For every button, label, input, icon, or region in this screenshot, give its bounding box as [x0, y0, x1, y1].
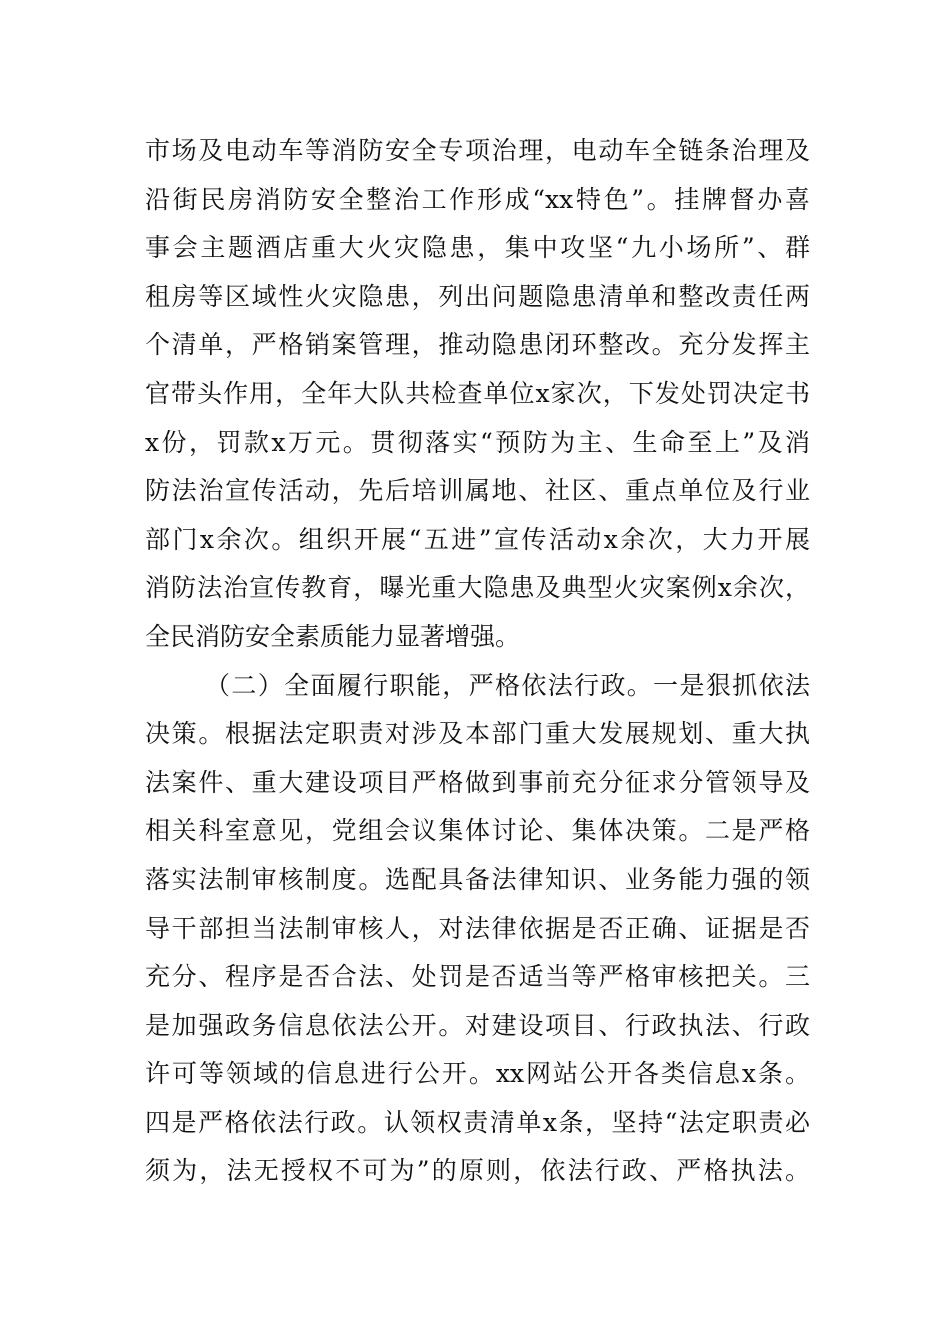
- text-line: 事会主题酒店重大火灾隐患，集中攻坚“九小场所”、群: [145, 233, 810, 263]
- text-line: 法案件、重大建设项目严格做到事前充分征求分管领导及: [145, 767, 810, 797]
- text-line: 租房等区域性火灾隐患，列出问题隐患清单和整改责任两: [145, 281, 810, 311]
- text-line: 决策。根据法定职责对涉及本部门重大发展规划、重大执: [145, 719, 810, 749]
- text-line: 须为，法无授权不可为”的原则，依法行政、严格执法。: [145, 1156, 810, 1186]
- text-line: 市场及电动车等消防安全专项治理，电动车全链条治理及: [145, 136, 810, 165]
- paragraph-end-line: 全民消防安全素质能力显著增强。: [145, 621, 521, 651]
- text-line: 四是严格依法行政。认领权责清单x条，坚持“法定职责必: [145, 1107, 810, 1137]
- text-line: 部门x余次。组织开展“五进”宣传活动x余次，大力开展: [145, 524, 810, 554]
- text-line: 防法治宣传活动，先后培训属地、社区、重点单位及行业: [145, 476, 810, 506]
- text-line: 沿街民房消防安全整治工作形成“xx特色”。挂牌督办喜: [145, 184, 810, 214]
- text-line: 导干部担当法制审核人，对法律依据是否正确、证据是否: [145, 913, 810, 943]
- text-line: 消防法治宣传教育，曝光重大隐患及典型火灾案例x余次，: [145, 573, 810, 603]
- text-line: 落实法制审核制度。选配具备法律知识、业务能力强的领: [145, 864, 810, 894]
- body-text: [145, 127, 810, 1196]
- text-line: 官带头作用，全年大队共检查单位x家次，下发处罚决定书: [145, 378, 810, 408]
- text-line: 个清单，严格销案管理，推动隐患闭环整改。充分发挥主: [145, 330, 810, 360]
- text-line: x份，罚款x万元。贯彻落实“预防为主、生命至上”及消: [145, 427, 810, 457]
- section-heading-line: （二）全面履行职能，严格依法行政。一是狠抓依法: [205, 670, 810, 700]
- text-line: 充分、程序是否合法、处罚是否适当等严格审核把关。三: [145, 962, 810, 992]
- text-line: 许可等领域的信息进行公开。xx网站公开各类信息x条。: [145, 1059, 810, 1089]
- text-line: 相关科室意见，党组会议集体讨论、集体决策。二是严格: [145, 816, 810, 846]
- text-line: 是加强政务信息依法公开。对建设项目、行政执法、行政: [145, 1010, 810, 1040]
